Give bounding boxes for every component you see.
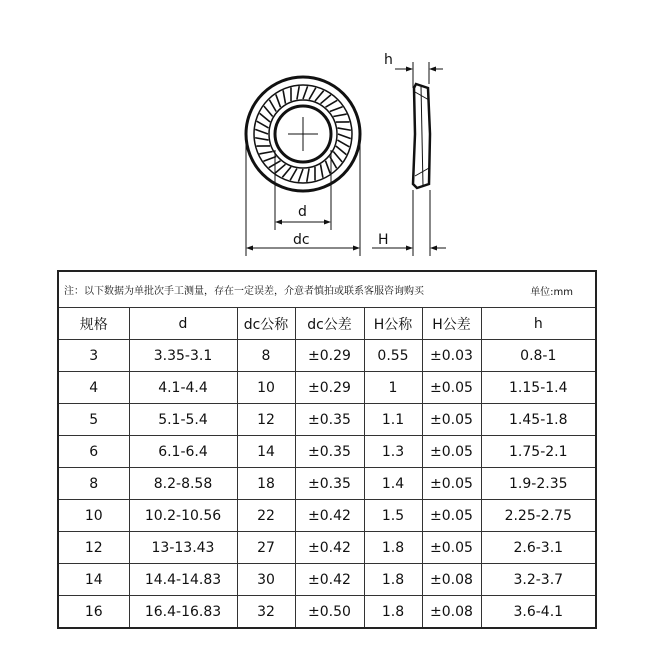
cell-H-nominal: 1.1: [364, 404, 422, 436]
cell-h: 3.2-3.7: [481, 564, 596, 596]
washer-technical-drawing: [0, 0, 650, 268]
cell-d: 5.1-5.4: [129, 404, 237, 436]
header-d: d: [129, 308, 237, 340]
serration-tooth: [276, 94, 281, 107]
serration-tooth: [257, 121, 269, 128]
serration-tooth: [333, 152, 342, 162]
cell-H-nominal: 1.3: [364, 436, 422, 468]
cell-h: 1.45-1.8: [481, 404, 596, 436]
cell-d: 14.4-14.83: [129, 564, 237, 596]
side-profile-mid: [421, 86, 423, 186]
cell-h: 1.75-2.1: [481, 436, 596, 468]
cell-H-nominal: 1.5: [364, 500, 422, 532]
table-row: [58, 340, 596, 372]
cell-dc-tolerance: ±0.29: [295, 340, 364, 372]
cell-dc-tolerance: ±0.42: [295, 532, 364, 564]
table-row: [58, 564, 596, 596]
serration-tooth: [336, 146, 346, 155]
cell-dc-tolerance: ±0.29: [295, 372, 364, 404]
washer-side-view: [413, 84, 430, 188]
table-row: [58, 532, 596, 564]
cell-h: 0.8-1: [481, 340, 596, 372]
header-H-nominal: H公称: [364, 308, 422, 340]
note-cell: [58, 271, 596, 308]
cell-H-tolerance: ±0.05: [422, 404, 481, 436]
serration-tooth: [330, 107, 343, 112]
cell-h: 3.6-4.1: [481, 596, 596, 629]
serration-tooth: [290, 168, 297, 180]
note-row: [58, 271, 596, 308]
serration-tooth: [275, 164, 285, 173]
cell-H-nominal: 0.55: [364, 340, 422, 372]
side-profile-taper-bottom: [415, 168, 429, 176]
cell-H-tolerance: ±0.05: [422, 532, 481, 564]
table-row: [58, 596, 596, 629]
cell-H-nominal: 1.8: [364, 564, 422, 596]
cell-h: 2.6-3.1: [481, 532, 596, 564]
cell-spec: 10: [58, 500, 129, 532]
cell-dc-tolerance: ±0.35: [295, 436, 364, 468]
cell-spec: 4: [58, 372, 129, 404]
serration-tooth: [297, 86, 299, 99]
table-row: [58, 372, 596, 404]
cell-dc-tolerance: ±0.42: [295, 564, 364, 596]
spec-table: [57, 270, 597, 629]
measurement-note: 注：以下数据为单批次手工测量，存在一定误差，介意者慎拍或联系客服咨询购买: [64, 286, 424, 297]
unit-label: 单位:mm: [530, 287, 574, 298]
serration-tooth: [337, 128, 350, 130]
cell-dc-tolerance: ±0.35: [295, 468, 364, 500]
table-row: [58, 500, 596, 532]
label-H: H: [378, 232, 389, 248]
cell-H-tolerance: ±0.05: [422, 372, 481, 404]
serration-tooth: [326, 161, 331, 174]
serration-tooth: [283, 90, 285, 103]
table-row: [58, 436, 596, 468]
cell-dc-nominal: 18: [237, 468, 295, 500]
serration-tooth: [326, 100, 338, 107]
table-row: [58, 404, 596, 436]
table-row: [58, 468, 596, 500]
serration-tooth: [315, 91, 324, 101]
cell-dc-tolerance: ±0.42: [295, 500, 364, 532]
cell-spec: 3: [58, 340, 129, 372]
cell-spec: 12: [58, 532, 129, 564]
cell-d: 10.2-10.56: [129, 500, 237, 532]
cell-spec: 14: [58, 564, 129, 596]
cell-dc-tolerance: ±0.50: [295, 596, 364, 629]
cell-d: 3.35-3.1: [129, 340, 237, 372]
serration-tooth: [263, 157, 276, 162]
label-h: h: [384, 52, 393, 68]
cell-dc-nominal: 27: [237, 532, 295, 564]
cell-dc-nominal: 30: [237, 564, 295, 596]
serration-tooth: [282, 167, 291, 177]
label-d: d: [298, 204, 307, 220]
cell-dc-nominal: 8: [237, 340, 295, 372]
cell-h: 2.25-2.75: [481, 500, 596, 532]
header-H-tolerance: H公差: [422, 308, 481, 340]
header-dc-tolerance: dc公差: [295, 308, 364, 340]
cell-dc-tolerance: ±0.35: [295, 404, 364, 436]
serration-tooth: [260, 113, 270, 122]
side-profile-taper-top: [415, 92, 429, 100]
cell-H-nominal: 1.8: [364, 596, 422, 629]
label-dc: dc: [293, 232, 310, 248]
header-dc-nominal: dc公称: [237, 308, 295, 340]
cell-H-nominal: 1.4: [364, 468, 422, 500]
cell-H-tolerance: ±0.03: [422, 340, 481, 372]
serration-tooth: [255, 129, 268, 134]
header-spec: 规格: [58, 308, 129, 340]
cell-d: 13-13.43: [129, 532, 237, 564]
serration-tooth: [321, 95, 331, 104]
cell-dc-nominal: 14: [237, 436, 295, 468]
cell-spec: 16: [58, 596, 129, 629]
data-rows: [58, 340, 596, 629]
header-h: h: [481, 308, 596, 340]
header-row: [58, 308, 596, 340]
cell-H-tolerance: ±0.08: [422, 596, 481, 629]
serration-tooth: [309, 88, 316, 100]
serration-tooth: [338, 134, 351, 139]
cell-dc-nominal: 22: [237, 500, 295, 532]
serration-tooth: [321, 164, 323, 177]
cell-H-tolerance: ±0.05: [422, 468, 481, 500]
serration-tooth: [264, 106, 273, 116]
serration-tooth: [333, 114, 346, 116]
cell-spec: 6: [58, 436, 129, 468]
cell-dc-nominal: 32: [237, 596, 295, 629]
serration-tooth: [298, 169, 303, 182]
serration-tooth: [337, 140, 349, 147]
cell-h: 1.9-2.35: [481, 468, 596, 500]
cell-d: 16.4-16.83: [129, 596, 237, 629]
serration-tooth: [269, 100, 276, 112]
cell-d: 6.1-6.4: [129, 436, 237, 468]
serration-tooth: [303, 86, 308, 99]
washer-front-view: [246, 77, 360, 191]
cell-spec: 8: [58, 468, 129, 500]
serration-tooth: [307, 168, 309, 181]
cell-H-nominal: 1.8: [364, 532, 422, 564]
cell-h: 1.15-1.4: [481, 372, 596, 404]
cell-d: 4.1-4.4: [129, 372, 237, 404]
serration-tooth: [259, 152, 272, 154]
cell-d: 8.2-8.58: [129, 468, 237, 500]
cell-dc-nominal: 12: [237, 404, 295, 436]
cell-H-tolerance: ±0.05: [422, 436, 481, 468]
cell-spec: 5: [58, 404, 129, 436]
cell-dc-nominal: 10: [237, 372, 295, 404]
cell-H-nominal: 1: [364, 372, 422, 404]
serration-tooth: [255, 138, 268, 140]
cell-H-tolerance: ±0.05: [422, 500, 481, 532]
cell-H-tolerance: ±0.08: [422, 564, 481, 596]
